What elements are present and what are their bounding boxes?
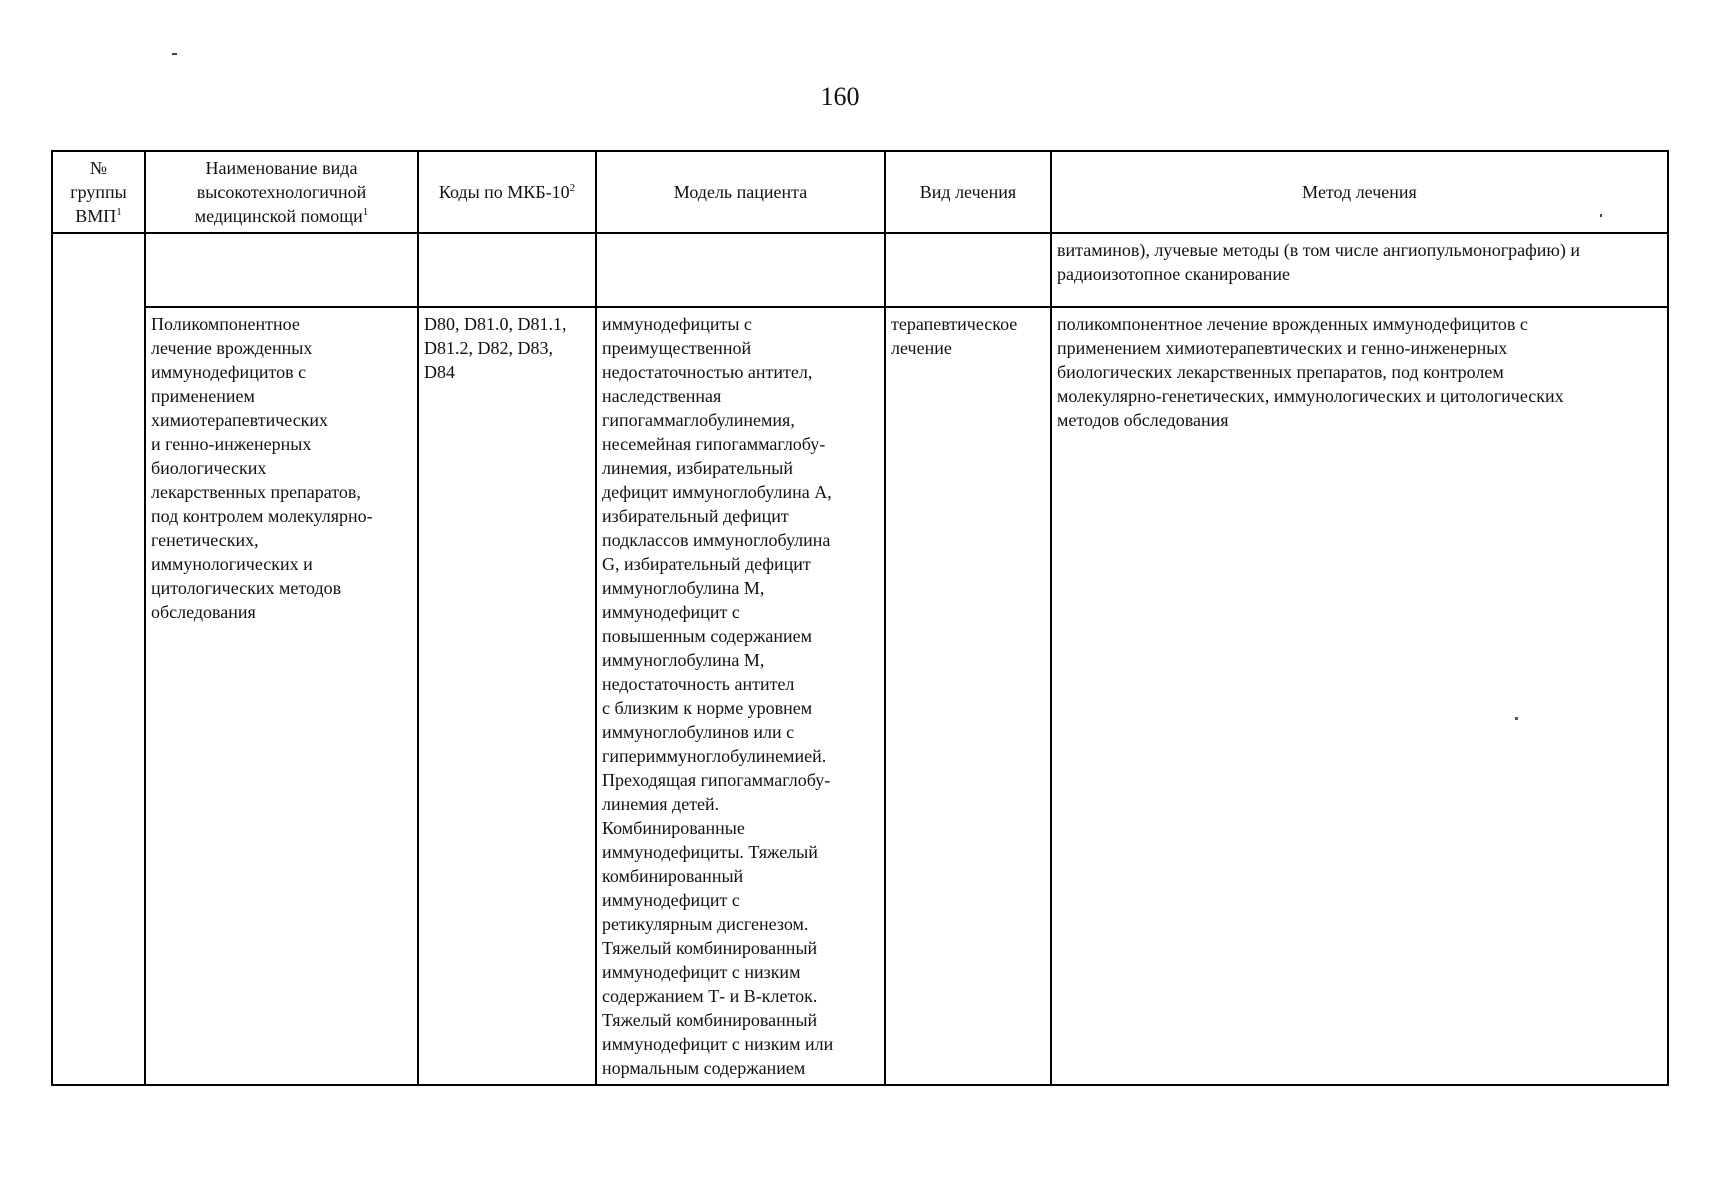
table-row bbox=[52, 307, 1668, 1085]
treatment-type-cell: терапевтическое лечение bbox=[885, 307, 1051, 1085]
header-treatment-method: Метод лечения bbox=[1051, 151, 1668, 233]
method-cell: витаминов), лучевые методы (в том числе ангиопульмонографию) и радиоизотопное сканирование bbox=[1051, 233, 1668, 307]
header-treatment-type: Вид лечения bbox=[885, 151, 1051, 233]
method-cell: поликомпонентное лечение врожденных иммунодефицитов с применением химиотерапевтических и генно-инженерных биологических лекарственных препаратов, под контролем молекулярно-генетических, иммунологических и цитологических методов обследования bbox=[1051, 307, 1668, 1085]
scan-speck bbox=[172, 53, 177, 55]
codes-cell: D80, D81.0, D81.1, D81.2, D82, D83, D84 bbox=[418, 307, 596, 1085]
header-icd-codes: Коды по МКБ-$10^2$ bbox=[418, 151, 596, 233]
patient-model-cell: иммунодефициты с преимущественной недостаточностью антител, наследственная гипогаммаглобулинемия, несемейная гипогаммаглобу- линемия, избирательный дефицит иммуноглобулина А, избирательный дефицит подклассов иммуноглобулина G, избирательный дефицит иммуноглобулина М, иммунодефицит с повышенным содержанием иммуноглобулина М, недостаточность антител с близким к норме уровнем иммуноглобулинов или с гипериммуноглобулинемией. Преходящая гипогаммаглобу- линемия детей. Комбинированные иммунодефициты. Тяжелый комбинированный иммунодефицит с ретикулярным дисгенезом. Тяжелый комбинированный иммунодефицит с низким содержанием Т- и В-клеток. Тяжелый комбинированный иммунодефицит с низким или нормальным содержанием bbox=[596, 307, 885, 1085]
patient-model-cell bbox=[596, 233, 885, 307]
codes-cell bbox=[418, 233, 596, 307]
header-group-number: № группы ВМП$^1$ bbox=[52, 151, 145, 233]
group-number-cell bbox=[52, 233, 145, 1085]
vmp-table bbox=[51, 150, 1669, 1086]
name-cell bbox=[145, 233, 418, 307]
treatment-type-cell bbox=[885, 233, 1051, 307]
header-patient-model: Модель пациента bbox=[596, 151, 885, 233]
name-cell: Поликомпонентное лечение врожденных иммунодефицитов с применением химиотерапевтических и генно-инженерных биологических лекарственных препаратов, под контролем молекулярно- генетических, иммунологических и цитологических методов обследования bbox=[145, 307, 418, 1085]
table-header-row bbox=[52, 151, 1668, 233]
page-number: 160 bbox=[820, 82, 860, 111]
header-care-type-name: Наименование вида высокотехнологичной медицинской помощи$^1$ bbox=[145, 151, 418, 233]
table-row bbox=[52, 233, 1668, 307]
